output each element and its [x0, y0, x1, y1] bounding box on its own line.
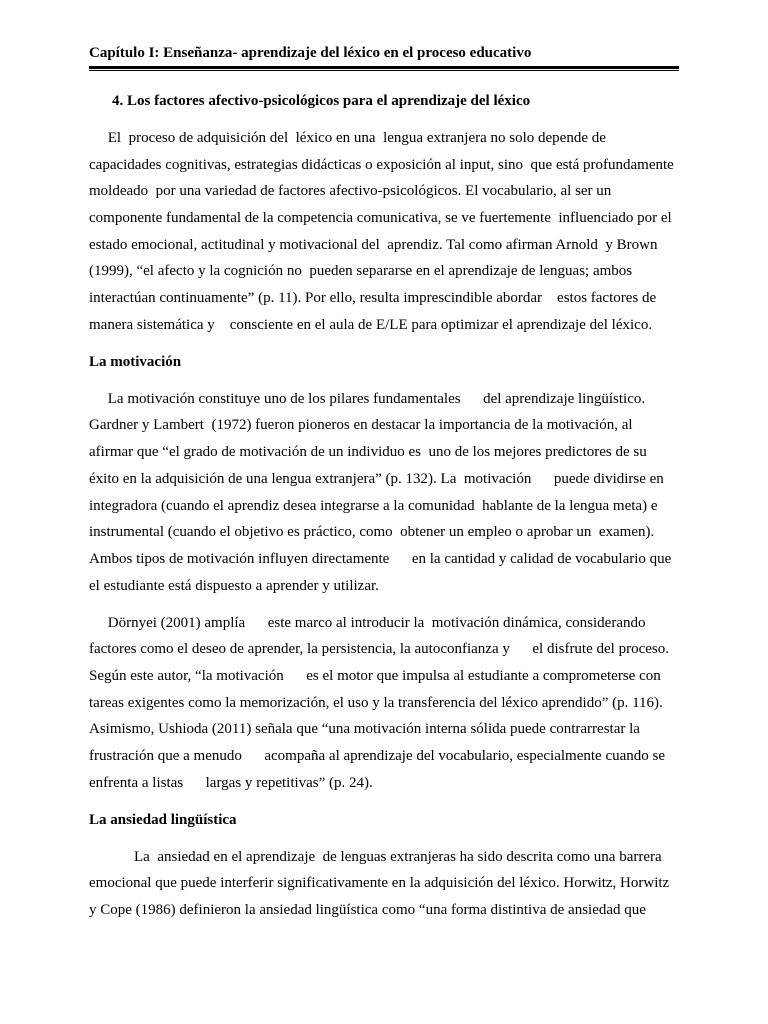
text-line: estado emocional, actitudinal y motivacional del aprendiz. Tal como afirman Arnold y Brown — [89, 236, 658, 253]
text-line: manera sistemática y consciente en el aula de E/LE para optimizar el aprendizaje del léxico. — [89, 316, 653, 333]
text-line: moldeado por una variedad de factores afectivo-psicológicos. El vocabulario, al ser un — [89, 183, 612, 200]
intro-paragraph — [89, 125, 679, 339]
text-line: enfrenta a listas largas y repetitivas” (p. 24). — [89, 774, 373, 791]
text-line: interactúan continuamente” (p. 11). Por ello, resulta imprescindible abordar estos factores de — [89, 290, 657, 307]
text-line: Dörnyei (2001) amplía este marco al introducir la motivación dinámica, considerando — [89, 614, 646, 631]
text-line: afirmar que “el grado de motivación de un individuo es uno de los mejores predictores de su — [89, 444, 647, 461]
text-line: instrumental (cuando el objetivo es práctico, como obtener un empleo o aprobar un examen). — [89, 524, 655, 541]
running-header: Capítulo I: Enseñanza- aprendizaje del léxico en el proceso educativo — [89, 45, 532, 61]
text-line: La motivación constituye uno de los pilares fundamentales del aprendizaje lingüístico. — [89, 390, 646, 407]
anxiety-heading: La ansiedad lingüística — [89, 811, 237, 828]
text-line: frustración que a menudo acompaña al aprendizaje del vocabulario, especialmente cuando se — [89, 748, 665, 764]
motivation-heading: La motivación — [89, 353, 182, 370]
text-line: El proceso de adquisición del léxico en una lengua extranjera no solo depende de — [89, 129, 606, 146]
anxiety-paragraph-1 — [89, 844, 679, 924]
text-line: integradora (cuando el aprendiz desea integrarse a la comunidad hablante de la lengua meta) e — [89, 497, 658, 514]
text-line: emocional que puede interferir significativamente en la adquisición del léxico. Horwitz, Horwitz — [89, 875, 670, 892]
text-line: tareas exigentes como la memorización, el uso y la transferencia del léxico aprendido” (p. 116). — [89, 694, 663, 711]
text-line: capacidades cognitivas, estrategias didácticas o exposición al input, sino que está profundamente — [89, 156, 674, 173]
text-line: y Cope (1986) definieron la ansiedad lingüística como “una forma distintiva de ansiedad que — [89, 902, 646, 919]
text-line: Asimismo, Ushioda (2011) señala que “una motivación interna sólida puede contrarrestar la — [89, 721, 640, 738]
section-heading: 4. Los factores afectivo-psicológicos para el aprendizaje del léxico — [112, 93, 531, 109]
motivation-paragraph-2 — [89, 610, 679, 797]
text-line: (1999), “el afecto y la cognición no pueden separarse en el aprendizaje de lenguas; ambos — [89, 263, 633, 280]
text-line: el estudiante está dispuesto a aprender y utilizar. — [89, 577, 379, 594]
header-rule-thin — [89, 70, 679, 71]
text-line: Gardner y Lambert (1972) fueron pioneros en destacar la importancia de la motivación, al — [89, 417, 633, 434]
text-line: Ambos tipos de motivación influyen directamente en la cantidad y calidad de vocabulario que — [89, 550, 672, 567]
text-line: factores como el deseo de aprender, la persistencia, la autoconfianza y el disfrute del proceso. — [89, 641, 669, 658]
body-text — [89, 88, 679, 924]
text-line: componente fundamental de la competencia comunicativa, se ve fuertemente influenciado por el — [89, 210, 672, 227]
text-line: La ansiedad en el aprendizaje de lenguas extranjeras ha sido descrita como una barrera — [89, 848, 662, 865]
header-rule-thick — [89, 66, 679, 69]
text-line: Según este autor, “la motivación es el motor que impulsa al estudiante a comprometerse con — [89, 667, 661, 684]
text-line: éxito en la adquisición de una lengua extranjera” (p. 132). La motivación puede dividirse en — [89, 470, 664, 487]
motivation-paragraph-1 — [89, 386, 679, 600]
